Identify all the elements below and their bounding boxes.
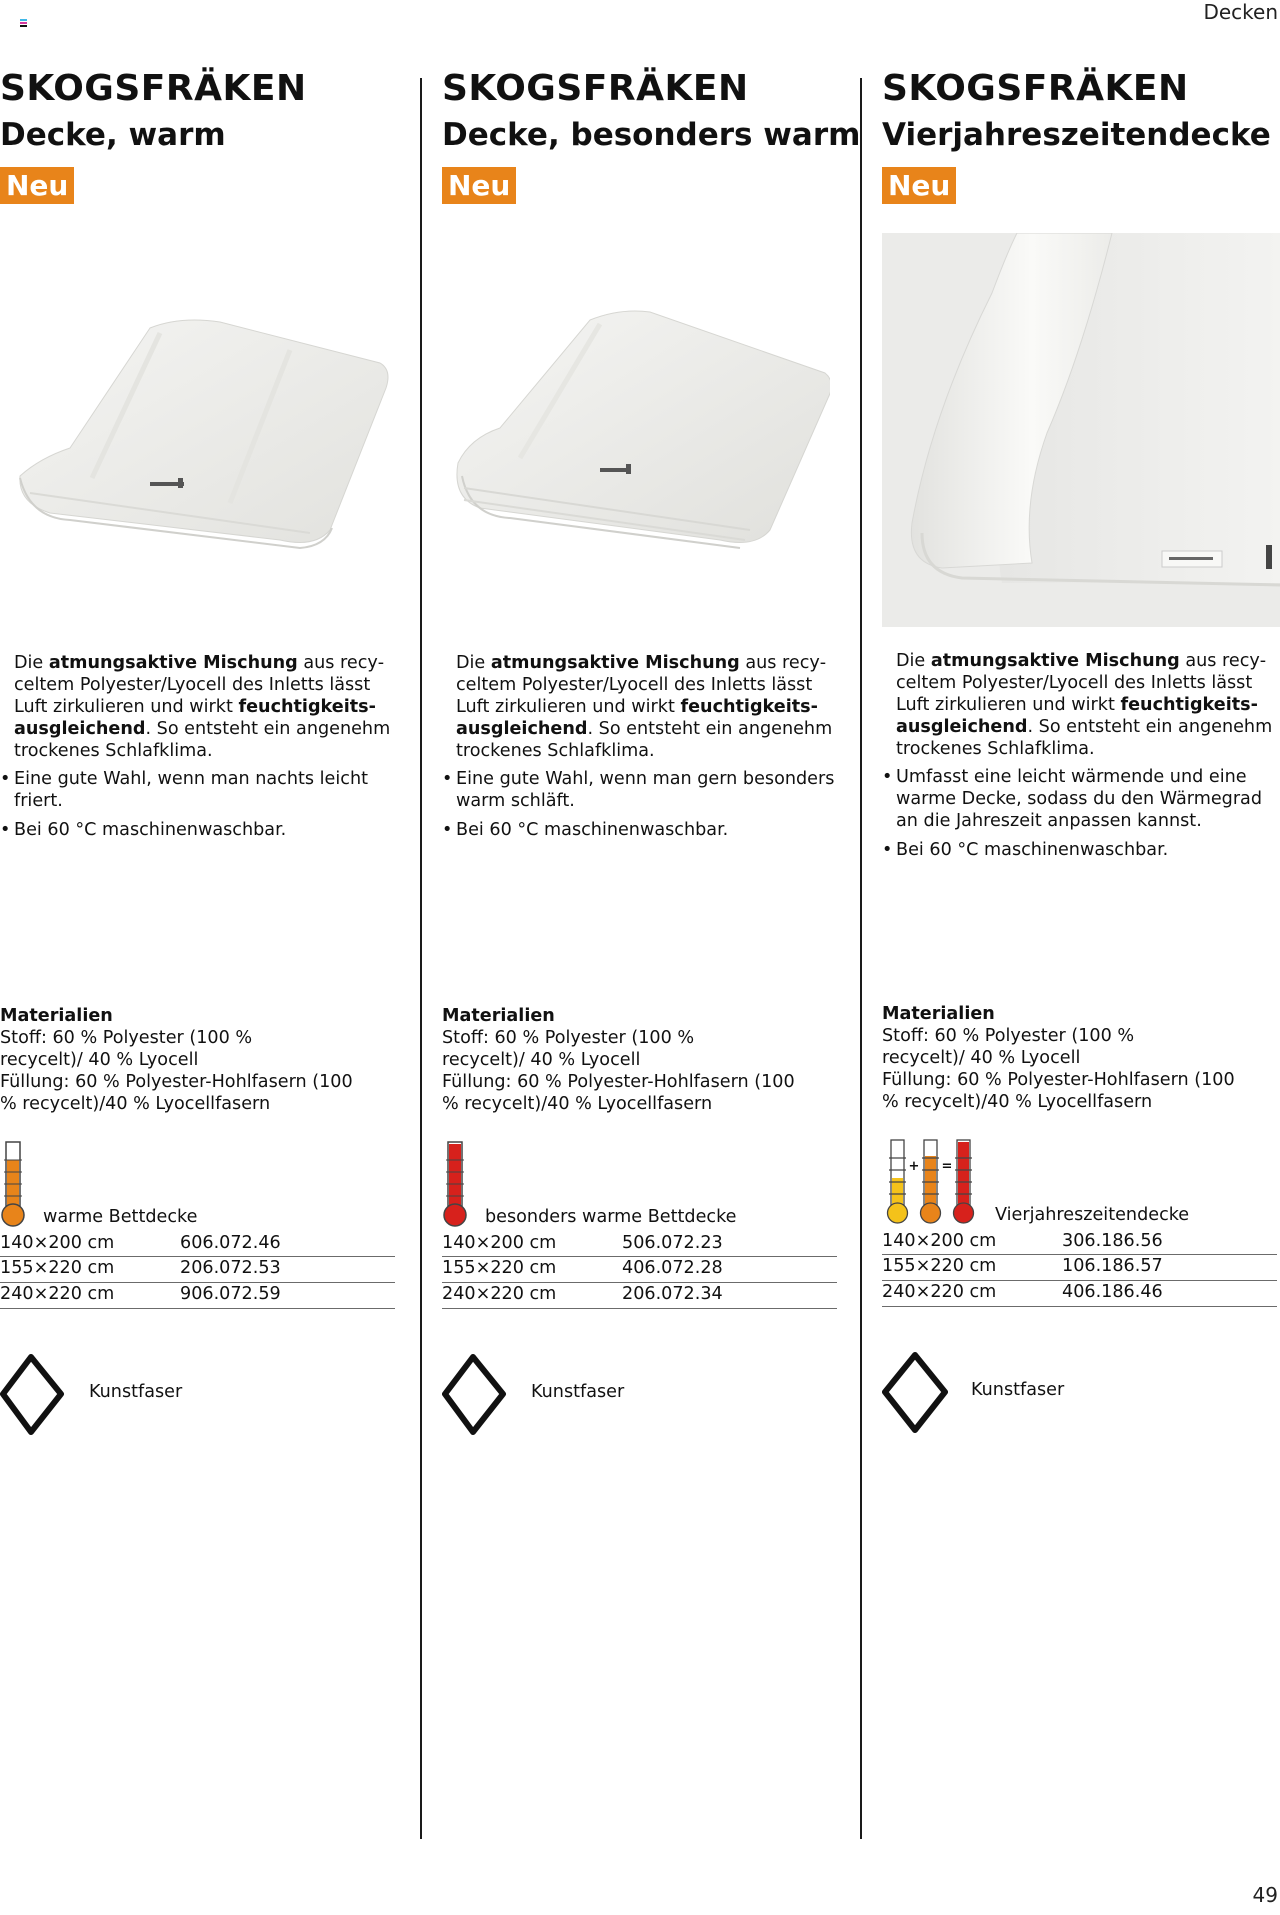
article-number: 406.072.28	[622, 1258, 723, 1278]
new-badge: Neu	[0, 167, 74, 204]
article-number: 406.186.46	[1062, 1282, 1163, 1302]
description-text: Die atmungsaktive Mischung aus recyceltem Polyester/Lyocell des Inletts lässt Luft zirkulieren und wirkt feuchtigkeitsausgleichend. So entsteht ein angenehm trockenes Schlafklima.	[456, 653, 833, 761]
product-image	[882, 233, 1280, 627]
materials-heading: Materialien	[442, 1006, 555, 1026]
thermometer-red-icon	[442, 1140, 470, 1232]
feature-list	[14, 768, 394, 841]
diamond-icon	[442, 1352, 508, 1436]
feature-list	[456, 768, 836, 841]
product-description	[456, 652, 836, 848]
article-table	[0, 1232, 395, 1309]
column-divider	[420, 78, 422, 1839]
feature-item: • Bei 60 °C maschinenwaschbar.	[896, 839, 1276, 861]
care-label: Kunstfaser	[531, 1382, 625, 1402]
table-row: 155×220 cm 206.072.53	[0, 1257, 395, 1283]
feature-item: • Umfasst eine leicht wärmende und eine warme Decke, sodass du den Wärmegrad an die Jahreszeit anpassen kannst.	[896, 766, 1276, 832]
feature-item: • Eine gute Wahl, wenn man gern besonders warm schläft.	[456, 768, 836, 812]
product-card-warm	[0, 0, 398, 1915]
product-description	[14, 652, 394, 848]
materials-filling: Füllung: 60 % Polyester-Hohlfasern (100 % recycelt)/40 % Lyocellfasern	[0, 1072, 353, 1114]
svg-text:+: +	[908, 1159, 920, 1174]
feature-list	[896, 766, 1276, 861]
product-subtitle: Decke, besonders warm	[442, 117, 861, 153]
materials-filling: Füllung: 60 % Polyester-Hohlfasern (100 % recycelt)/40 % Lyocellfasern	[882, 1070, 1235, 1112]
product-brand: SKOGSFRÄKEN	[442, 68, 749, 109]
article-number: 206.072.34	[622, 1284, 723, 1304]
materials-filling: Füllung: 60 % Polyester-Hohlfasern (100 % recycelt)/40 % Lyocellfasern	[442, 1072, 795, 1114]
thermometer-orange-icon	[0, 1140, 28, 1232]
product-card-four-seasons	[882, 0, 1280, 1915]
feature-item: • Bei 60 °C maschinenwaschbar.	[14, 819, 394, 841]
table-row: 140×200 cm 306.186.56	[882, 1230, 1277, 1255]
feature-item: • Eine gute Wahl, wenn man nachts leicht friert.	[14, 768, 394, 812]
page-number: 49	[1252, 1883, 1278, 1907]
description-text: Die atmungsaktive Mischung aus recyceltem Polyester/Lyocell des Inletts lässt Luft zirkulieren und wirkt feuchtigkeitsausgleichend. So entsteht ein angenehm trockenes Schlafklima.	[14, 653, 391, 761]
materials-fabric: Stoff: 60 % Polyester (100 % recycelt)/ 40 % Lyocell	[442, 1028, 695, 1070]
product-image	[10, 308, 390, 553]
materials-block	[442, 1005, 840, 1115]
care-label: Kunstfaser	[971, 1380, 1065, 1400]
diamond-icon	[882, 1350, 948, 1434]
care-info	[882, 1350, 1182, 1434]
article-number: 606.072.46	[180, 1233, 281, 1253]
product-subtitle: Vierjahreszeitendecke	[882, 117, 1271, 153]
materials-block	[0, 1005, 398, 1115]
article-number: 906.072.59	[180, 1284, 281, 1304]
materials-heading: Materialien	[0, 1006, 113, 1026]
product-subtitle: Decke, warm	[0, 117, 226, 153]
table-row: 240×220 cm 406.186.46	[882, 1281, 1277, 1307]
table-row: 140×200 cm 506.072.23	[442, 1232, 837, 1257]
care-info	[0, 1352, 300, 1436]
care-label: Kunstfaser	[89, 1382, 183, 1402]
product-brand: SKOGSFRÄKEN	[0, 68, 307, 109]
warmth-label: besonders warme Bettdecke	[485, 1207, 737, 1227]
column-divider	[860, 78, 862, 1839]
product-brand: SKOGSFRÄKEN	[882, 68, 1189, 109]
product-image	[450, 298, 830, 553]
materials-heading: Materialien	[882, 1004, 995, 1024]
table-row: 155×220 cm 406.072.28	[442, 1257, 837, 1283]
table-row: 240×220 cm 906.072.59	[0, 1283, 395, 1309]
table-row: 240×220 cm 206.072.34	[442, 1283, 837, 1309]
article-number: 506.072.23	[622, 1233, 723, 1253]
section-label: Decken	[1203, 0, 1278, 24]
table-row: 155×220 cm 106.186.57	[882, 1255, 1277, 1281]
new-badge: Neu	[442, 167, 516, 204]
article-number: 106.186.57	[1062, 1256, 1163, 1276]
svg-text:=: =	[941, 1159, 953, 1174]
product-description	[896, 650, 1276, 868]
article-table	[442, 1232, 837, 1309]
materials-fabric: Stoff: 60 % Polyester (100 % recycelt)/ 40 % Lyocell	[882, 1026, 1135, 1068]
table-row: 140×200 cm 606.072.46	[0, 1232, 395, 1257]
thermometer-combo-icon	[884, 1138, 980, 1230]
materials-fabric: Stoff: 60 % Polyester (100 % recycelt)/ 40 % Lyocell	[0, 1028, 253, 1070]
article-table	[882, 1230, 1277, 1307]
warmth-label: Vierjahreszeitendecke	[995, 1205, 1190, 1225]
care-info	[442, 1352, 742, 1436]
new-badge: Neu	[882, 167, 956, 204]
article-number: 306.186.56	[1062, 1231, 1163, 1251]
description-text: Die atmungsaktive Mischung aus recyceltem Polyester/Lyocell des Inletts lässt Luft zirkulieren und wirkt feuchtigkeitsausgleichend. So entsteht ein angenehm trockenes Schlafklima.	[896, 651, 1273, 759]
article-number: 206.072.53	[180, 1258, 281, 1278]
feature-item: • Bei 60 °C maschinenwaschbar.	[456, 819, 836, 841]
diamond-icon	[0, 1352, 66, 1436]
materials-block	[882, 1003, 1280, 1113]
warmth-label: warme Bettdecke	[43, 1207, 198, 1227]
product-card-extra-warm	[442, 0, 861, 1915]
